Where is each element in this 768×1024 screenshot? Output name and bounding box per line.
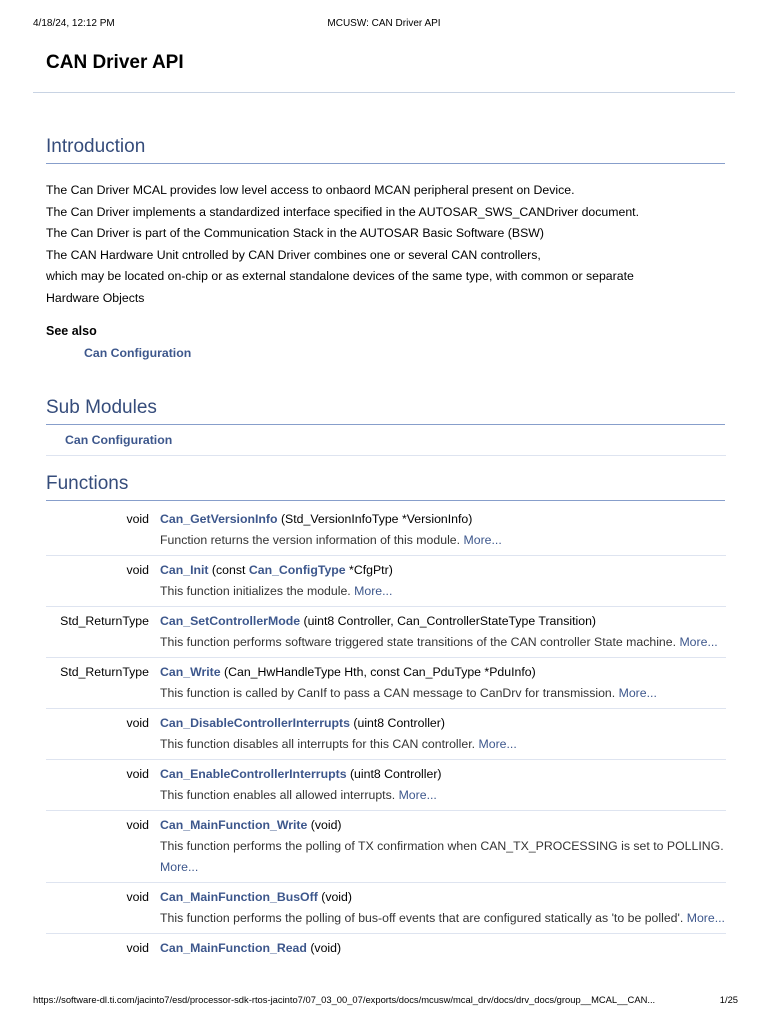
- print-page-title: MCUSW: CAN Driver API: [327, 18, 441, 29]
- function-row: [46, 811, 726, 883]
- function-link-can-mainfunction-read[interactable]: Can_MainFunction_Read: [160, 941, 307, 955]
- function-params: (void): [307, 818, 342, 832]
- intro-line: Hardware Objects: [46, 290, 145, 305]
- function-link-can-mainfunction-write[interactable]: Can_MainFunction_Write: [160, 818, 308, 832]
- function-brief: This function enables all allowed interrupts.: [160, 788, 399, 802]
- function-row: [46, 760, 726, 811]
- function-params: (void): [306, 941, 342, 955]
- submodule-can-configuration-link[interactable]: Can Configuration: [65, 433, 173, 447]
- function-link-can-enablecontrollerinterrupts[interactable]: Can_EnableControllerInterrupts: [160, 767, 347, 781]
- more-link[interactable]: More...: [686, 911, 725, 925]
- function-brief: This function performs the polling of bus-off events that are configured statically as 'to be polled'.: [160, 911, 687, 925]
- intro-line: which may be located on-chip or as external standalone devices of the same type, with common or separate: [46, 269, 634, 284]
- return-type: void: [126, 890, 149, 904]
- function-row: [46, 556, 726, 607]
- return-type: void: [126, 563, 149, 577]
- page-title: CAN Driver API: [46, 52, 184, 73]
- print-date: 4/18/24, 12:12 PM: [33, 18, 115, 29]
- function-link-can-write[interactable]: Can_Write: [160, 665, 221, 679]
- return-type: void: [126, 941, 149, 955]
- function-params: (Can_HwHandleType Hth, const Can_PduType *PduInfo): [220, 665, 536, 679]
- function-params: (uint8 Controller, Can_ControllerStateType Transition): [300, 614, 597, 628]
- intro-line: The CAN Hardware Unit cntrolled by CAN Driver combines one or several CAN controllers,: [46, 247, 541, 262]
- submodule-divider: [46, 455, 726, 456]
- print-header: [0, 18, 768, 32]
- function-brief: This function is called by CanIf to pass a CAN message to CanDrv for transmission.: [160, 686, 619, 700]
- more-link[interactable]: More...: [160, 860, 199, 874]
- function-row: [46, 934, 726, 963]
- function-params: *CfgPtr): [345, 563, 393, 577]
- function-params: (uint8 Controller): [346, 767, 442, 781]
- type-link-can-configtype[interactable]: Can_ConfigType: [248, 563, 346, 577]
- function-row: [46, 709, 726, 760]
- function-link-can-mainfunction-busoff[interactable]: Can_MainFunction_BusOff: [160, 890, 318, 904]
- more-link[interactable]: More...: [679, 635, 718, 649]
- more-link[interactable]: More...: [463, 533, 502, 547]
- return-type: void: [126, 512, 149, 526]
- see-also-label: See also: [46, 324, 97, 338]
- intro-line: The Can Driver implements a standardized interface specified in the AUTOSAR_SWS_CANDriver document.: [46, 204, 640, 219]
- function-row: [46, 658, 726, 709]
- functions-table: [46, 505, 726, 963]
- function-brief: This function initializes the module.: [160, 584, 355, 598]
- function-brief: This function disables all interrupts for this CAN controller.: [160, 737, 479, 751]
- see-also-can-configuration-link[interactable]: Can Configuration: [84, 346, 192, 360]
- function-brief: Function returns the version information of this module.: [160, 533, 464, 547]
- function-params: (Std_VersionInfoType *VersionInfo): [277, 512, 473, 526]
- function-row: [46, 505, 726, 556]
- return-type: void: [126, 767, 149, 781]
- more-link[interactable]: More...: [478, 737, 517, 751]
- print-url: https://software-dl.ti.com/jacinto7/esd/processor-sdk-rtos-jacinto7/07_03_00_07/exports/docs/mcusw/mcal_drv/docs/drv_docs/group__MCAL__CAN...: [33, 994, 656, 1005]
- more-link[interactable]: More...: [354, 584, 393, 598]
- function-params: (void): [317, 890, 352, 904]
- more-link[interactable]: More...: [618, 686, 657, 700]
- function-link-can-getversioninfo[interactable]: Can_GetVersionInfo: [160, 512, 278, 526]
- introduction-heading: Introduction: [46, 135, 725, 164]
- function-brief: This function performs software triggered state transitions of the CAN controller State machine.: [160, 635, 680, 649]
- intro-line: The Can Driver is part of the Communication Stack in the AUTOSAR Basic Software (BSW): [46, 226, 544, 241]
- title-divider: [33, 92, 735, 93]
- function-row: [46, 607, 726, 658]
- function-params: (uint8 Controller): [349, 716, 445, 730]
- more-link[interactable]: More...: [398, 788, 437, 802]
- return-type: Std_ReturnType: [60, 665, 149, 679]
- introduction-text: [46, 180, 726, 310]
- function-brief: This function performs the polling of TX confirmation when CAN_TX_PROCESSING is set to POLLING.: [160, 839, 724, 853]
- function-row: [46, 883, 726, 934]
- return-type: void: [126, 716, 149, 730]
- intro-line: The Can Driver MCAL provides low level access to onbaord MCAN peripheral present on Device.: [46, 183, 575, 197]
- function-params: (const: [208, 563, 249, 577]
- print-page-number: 1/25: [719, 994, 738, 1005]
- functions-heading: Functions: [46, 472, 725, 501]
- function-link-can-disablecontrollerinterrupts[interactable]: Can_DisableControllerInterrupts: [160, 716, 350, 730]
- function-link-can-init[interactable]: Can_Init: [160, 563, 209, 577]
- return-type: Std_ReturnType: [60, 614, 149, 628]
- return-type: void: [126, 818, 149, 832]
- sub-modules-heading: Sub Modules: [46, 396, 725, 425]
- function-link-can-setcontrollermode[interactable]: Can_SetControllerMode: [160, 614, 301, 628]
